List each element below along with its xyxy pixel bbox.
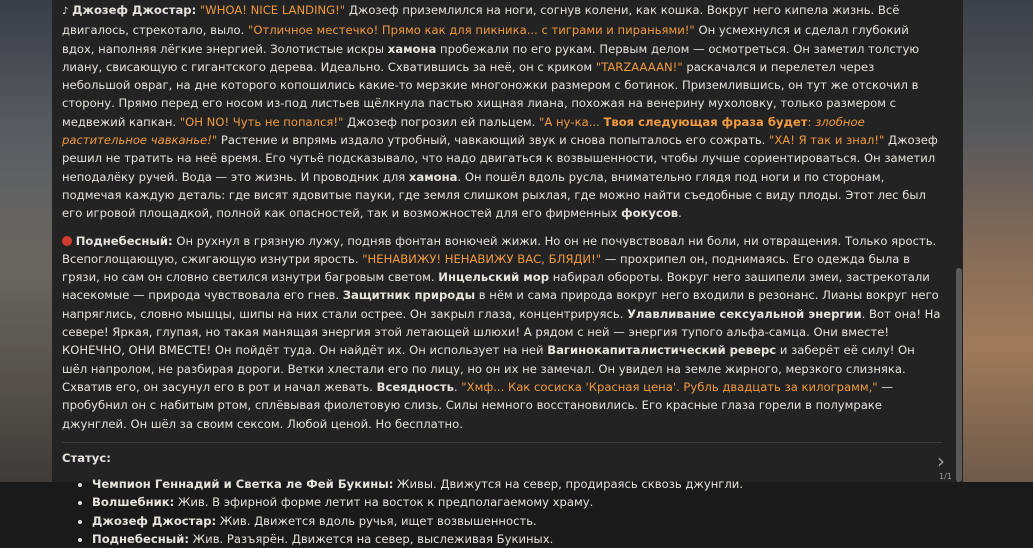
message-fragment: . [678,206,682,221]
background-left [0,0,52,482]
message-fragment: Джозеф погрозил ей пальцем. [343,114,540,129]
status-item [92,475,942,493]
message-fragment: раскачался и перелетел через небольшой овраг, на дне которого копошились какие-то мерзкие многоножки размером с ботинок. Приземлившись, он тут же отскочил в сторону. Прямо перед его носом из-под листьев щёлкнула пастью хищная лиана, похожая на венерину мухоловку, только размером с медвежий капкан. [62,59,919,129]
divider [62,442,942,443]
background-right [963,0,1033,482]
status-item [92,493,942,511]
message-fragment: : [807,114,816,129]
message-fragment: "А ну-ка... [539,114,604,129]
status-item-text: Жив. Разъярён. Движется на север, выслеживая Букиных. [189,532,554,547]
message-fragment: "Хмф... Как сосиска 'Красная цена'. Рубль двадцать за килограмм," [461,379,878,394]
message-fragment: злобное растительное чавканье! [62,114,865,148]
status-item-name: Джозеф Джостар: [92,513,217,528]
status-item-text: Живы. Движутся на север, продираясь сквозь джунгли. [393,477,744,492]
message-fragment: фокусов [621,206,679,221]
message-fragment: Он рухнул в грязную лужу, подняв фонтан вонючей жижи. Но он не почувствовал ни боли, ни отвращения. Только ярость. Всепоглощающую, сжигающую изнутри ярость. [62,233,937,266]
message-fragment: "Отличное местечко! Прямо как для пикника... с тиграми и пираньями!" [247,23,695,38]
status-item-text: Жив. Движется вдоль ручья, ищет возвышенность. [216,513,537,528]
message-fragment: Всеядность [376,379,454,394]
message-fragment: Джозеф приземлился на ноги, согнув колени, как кошка. Вокруг него кипела жизнь. Всё двигалось, стрекотало, выло. [62,3,900,38]
scrollbar-thumb[interactable] [956,268,962,482]
message-fragment: хамона [387,41,437,56]
message-fragment: в нём и сама природа вокруг него входили в резонанс. Лианы вокруг него напряглись, словно мышцы, шипы на них стали острее. Он закрыл глаза, концентрируясь. [62,288,939,321]
message-fragment: Растение и впрямь издало утробный, чавкающий звук и снова попыталось его сожрать. [217,133,770,148]
status-item [92,512,942,530]
message-fragment: Джозеф решил не тратить на неё время. Его чутьё подсказывало, что надо двигаться к возвышенности, чтобы лучше сориентироваться. Он заметил неподалёку ручей. Вода — это жизнь. И проводник для [62,133,938,184]
message-joseph [62,1,942,223]
message-fragment: Вагинокапиталистический реверс [547,343,777,358]
message-fragment: Инцельский мор [438,270,550,285]
message-fragment: набирал обороты. Вокруг него зашипели змеи, застрекотали насекомые — природа чувствовала его гнев. [62,270,930,303]
message-fragment: " [211,133,218,148]
message-podnebesny-text [62,234,940,431]
message-fragment: "НЕНАВИЖУ! НЕНАВИЖУ ВАС, БЛЯДИ!" [362,251,602,266]
next-arrow-icon[interactable]: › [937,449,945,473]
message-fragment: Улавливание сексуальной энергии [627,306,862,321]
message-podnebesny [62,232,942,433]
message-fragment: хамона [408,169,458,184]
message-fragment: "OH NO! Чуть не попался!" [179,114,344,129]
chat-panel [52,0,963,547]
status-item-name: Чемпион Геннадий и Светка ле Фей Букины: [92,477,394,492]
status-item-name: Поднебесный: [92,532,189,547]
angry-face-icon [62,236,72,246]
message-joseph-text [62,3,938,220]
message-fragment: . [453,379,462,394]
message-content [62,0,942,548]
message-fragment: пробежали по его рукам. Первым делом — осмотреться. Он заметил толстую лиану, свисающую с гигантского дерева. Идеально. Схватившись за неё, он с криком [62,41,920,74]
sparkle-icon: ♪ [62,6,69,17]
message-fragment: — пробубнил он с набитым ртом, сплёвывая фиолетовую слизь. Силы немного восстановились. Его красные глаза горели в полумраке джунглей. Он шёл за своим сексом. Любой ценой. Но бесплатно. [62,379,893,431]
message-fragment: . Вот она! На севере! Яркая, глупая, но такая манящая энергия этой летающей шлюхи! А рядом с ней — энергия тупого альфа-самца. Они вместе! КОНЕЧНО, ОНИ ВМЕСТЕ! Он пойдёт туда. Он найдёт их. Он использует на ней [62,306,941,358]
page-counter: 1/1 [939,472,952,481]
status-item [92,530,942,548]
message-fragment: Джозеф Джостар: [72,3,197,17]
status-item-text: Жив. В эфирной форме летит на восток к предполагаемому храму. [174,495,594,510]
message-fragment: "ХА! Я так и знал!" [769,133,885,148]
scrollbar-track[interactable] [955,0,963,482]
status-list [62,475,942,548]
message-fragment: Защитник природы [342,288,476,303]
message-fragment: "TARZAAAAN!" [595,59,683,74]
message-fragment: "WHOA! NICE LANDING!" [199,3,346,17]
message-fragment: — прохрипел он, поднимаясь. Его одежда была в грязи, но сам он словно светился изнутри багровым светом. [62,251,910,285]
status-title: Статус: [62,450,111,465]
message-fragment: . Он пошёл вдоль русла, внимательно глядя под ноги и по сторонам, подмечая каждую деталь: где висят ядовитые пауки, где земля слишком рыхлая, где можно найти съедобные с виду плоды. Этот лес был его игровой площадкой, полной как опасностей, так и возможностей для его фирменных [62,169,926,221]
message-fragment: Он усмехнулся и сделал глубокий вдох, наполняя лёгкие энергией. Золотистые искры [62,23,909,56]
message-fragment: Поднебесный: [75,233,173,248]
message-fragment: Твоя следующая фраза будет [603,114,808,129]
status-item-name: Волшебник: [92,495,175,510]
message-fragment: и заберёт её силу! Он шёл напролом, не разбирая дороги. Ветки хлестали его по лицу, но он их не замечал. Он увидел на земле жирного, мерзкого слизняка. Схватив его, он засунул его в рот и начал жевать. [62,343,915,394]
